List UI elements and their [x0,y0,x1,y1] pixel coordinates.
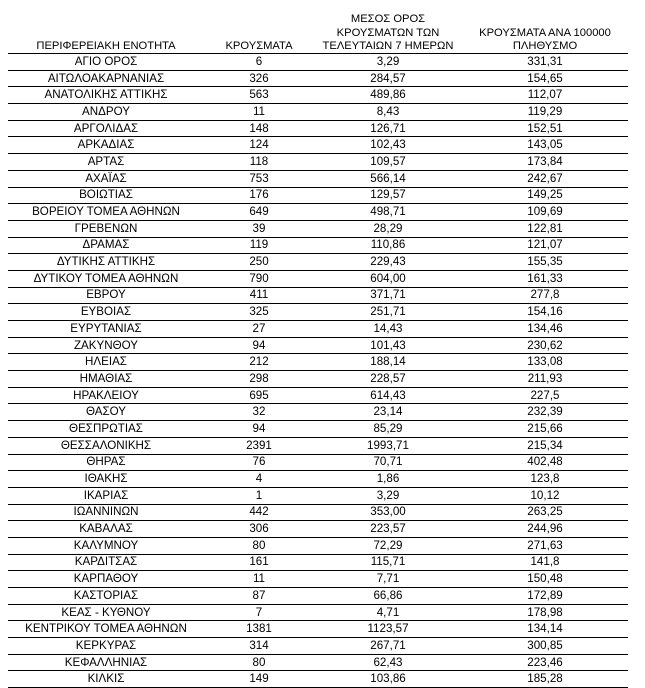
table-row [8,270,628,287]
cell-per100k: 109,69 [462,204,628,221]
table-row [8,237,628,254]
table-row [8,454,628,471]
header-cases [204,2,314,54]
cell-region: ΚΕΦΑΛΛΗΝΙΑΣ [8,654,204,671]
cell-avg7: 62,43 [314,654,462,671]
cell-cases: 149 [204,671,314,688]
cell-cases: 119 [204,237,314,254]
cell-avg7: 284,57 [314,70,462,87]
table-row [8,654,628,671]
header-per100k [462,2,628,54]
table-row [8,504,628,521]
cell-per100k: 134,14 [462,621,628,638]
cell-cases: 94 [204,421,314,438]
cell-cases: 212 [204,354,314,371]
table-row [8,571,628,588]
cell-per100k: 141,8 [462,554,628,571]
cell-avg7: 614,43 [314,387,462,404]
cell-avg7: 4,71 [314,604,462,621]
cell-avg7: 228,57 [314,371,462,388]
cell-per100k: 121,07 [462,237,628,254]
cell-avg7: 101,43 [314,337,462,354]
cell-cases: 6 [204,54,314,71]
cell-avg7: 23,14 [314,404,462,421]
cell-per100k: 155,35 [462,254,628,271]
table-row [8,187,628,204]
cell-avg7: 251,71 [314,304,462,321]
table-row [8,371,628,388]
cell-region: ΙΘΑΚΗΣ [8,471,204,488]
cell-per100k: 211,93 [462,371,628,388]
cell-avg7: 1,86 [314,471,462,488]
table-row [8,87,628,104]
cell-avg7: 3,29 [314,487,462,504]
table-row [8,671,628,688]
cell-avg7: 566,14 [314,170,462,187]
cell-cases: 790 [204,270,314,287]
table-row [8,554,628,571]
cell-cases: 753 [204,170,314,187]
cell-per100k: 149,25 [462,187,628,204]
cell-per100k: 154,16 [462,304,628,321]
cell-cases: 1381 [204,621,314,638]
cell-cases: 4 [204,471,314,488]
cell-cases: 148 [204,120,314,137]
table-row [8,404,628,421]
table-row [8,120,628,137]
cell-region: ΑΧΑΪΑΣ [8,170,204,187]
cell-per100k: 215,66 [462,421,628,438]
cell-region: ΑΙΤΩΛΟΑΚΑΡΝΑΝΙΑΣ [8,70,204,87]
cell-per100k: 152,51 [462,120,628,137]
cell-region: ΔΥΤΙΚΟΥ ΤΟΜΕΑ ΑΘΗΝΩΝ [8,270,204,287]
header-region [8,2,204,54]
cell-region: ΙΩΑΝΝΙΝΩΝ [8,504,204,521]
cell-per100k: 172,89 [462,588,628,605]
header-avg7 [314,2,462,54]
cell-cases: 80 [204,654,314,671]
cell-per100k: 223,46 [462,654,628,671]
cell-per100k: 300,85 [462,638,628,655]
cell-per100k: 143,05 [462,137,628,154]
cell-per100k: 178,98 [462,604,628,621]
table-row [8,354,628,371]
table-row [8,588,628,605]
cell-cases: 326 [204,70,314,87]
header-line: ΜΕΣΟΣ ΟΡΟΣ [350,13,426,26]
table-row [8,437,628,454]
cell-avg7: 3,29 [314,54,462,71]
cell-per100k: 232,39 [462,404,628,421]
cell-per100k: 161,33 [462,270,628,287]
cell-region: ΕΥΒΟΙΑΣ [8,304,204,321]
table-row [8,487,628,504]
cell-region: ΗΜΑΘΙΑΣ [8,371,204,388]
header-line: ΚΡΟΥΣΜΑΤΑ [225,39,293,52]
cell-cases: 2391 [204,437,314,454]
cell-region: ΗΡΑΚΛΕΙΟΥ [8,387,204,404]
table-row [8,471,628,488]
table-row [8,321,628,338]
cell-cases: 563 [204,87,314,104]
cell-cases: 314 [204,638,314,655]
cell-cases: 695 [204,387,314,404]
cell-avg7: 371,71 [314,287,462,304]
cell-cases: 411 [204,287,314,304]
cell-per100k: 173,84 [462,154,628,171]
cell-region: ΗΛΕΙΑΣ [8,354,204,371]
cell-cases: 32 [204,404,314,421]
cell-per100k: 134,46 [462,321,628,338]
cell-avg7: 1993,71 [314,437,462,454]
cell-avg7: 109,57 [314,154,462,171]
cell-cases: 11 [204,571,314,588]
table-row [8,638,628,655]
cell-cases: 1 [204,487,314,504]
cell-cases: 76 [204,454,314,471]
covid-cases-table [8,2,628,688]
cell-cases: 325 [204,304,314,321]
table-row [8,604,628,621]
cell-cases: 649 [204,204,314,221]
cell-avg7: 72,29 [314,537,462,554]
cell-per100k: 227,5 [462,387,628,404]
cell-region: ΘΑΣΟΥ [8,404,204,421]
cell-region: ΘΕΣΠΡΩΤΙΑΣ [8,421,204,438]
cell-avg7: 1123,57 [314,621,462,638]
cell-region: ΒΟΡΕΙΟΥ ΤΟΜΕΑ ΑΘΗΝΩΝ [8,204,204,221]
cell-per100k: 402,48 [462,454,628,471]
table-row [8,621,628,638]
table-row [8,387,628,404]
cell-cases: 27 [204,321,314,338]
cell-per100k: 133,08 [462,354,628,371]
cell-avg7: 353,00 [314,504,462,521]
header-line: ΤΕΛΕΥΤΑΙΩΝ 7 ΗΜΕΡΩΝ [322,39,454,52]
cell-avg7: 188,14 [314,354,462,371]
table-row [8,337,628,354]
table-row [8,521,628,538]
cell-cases: 250 [204,254,314,271]
cell-region: ΑΓΙΟ ΟΡΟΣ [8,54,204,71]
cell-region: ΒΟΙΩΤΙΑΣ [8,187,204,204]
cell-region: ΘΗΡΑΣ [8,454,204,471]
cell-region: ΚΙΛΚΙΣ [8,671,204,688]
cell-cases: 7 [204,604,314,621]
cell-region: ΚΑΛΥΜΝΟΥ [8,537,204,554]
cell-cases: 94 [204,337,314,354]
table-row [8,421,628,438]
cell-region: ΕΒΡΟΥ [8,287,204,304]
cell-region: ΖΑΚΥΝΘΟΥ [8,337,204,354]
table-row [8,154,628,171]
cell-region: ΓΡΕΒΕΝΩΝ [8,220,204,237]
cell-avg7: 85,29 [314,421,462,438]
cell-region: ΑΡΤΑΣ [8,154,204,171]
table-body [8,54,628,688]
cell-per100k: 119,29 [462,104,628,121]
cell-region: ΑΡΚΑΔΙΑΣ [8,137,204,154]
cell-per100k: 185,28 [462,671,628,688]
cell-avg7: 229,43 [314,254,462,271]
table-row [8,170,628,187]
cell-avg7: 103,86 [314,671,462,688]
table-row [8,254,628,271]
cell-avg7: 8,43 [314,104,462,121]
cell-avg7: 14,43 [314,321,462,338]
cell-per100k: 150,48 [462,571,628,588]
cell-per100k: 230,62 [462,337,628,354]
cell-per100k: 123,8 [462,471,628,488]
cell-region: ΕΥΡΥΤΑΝΙΑΣ [8,321,204,338]
cell-region: ΔΡΑΜΑΣ [8,237,204,254]
cell-per100k: 242,67 [462,170,628,187]
table-row [8,137,628,154]
cell-avg7: 70,71 [314,454,462,471]
table-row [8,54,628,71]
cell-cases: 87 [204,588,314,605]
cell-avg7: 223,57 [314,521,462,538]
cell-avg7: 604,00 [314,270,462,287]
header-line: ΚΡΟΥΣΜΑΤΩΝ ΤΩΝ [336,26,440,39]
cell-cases: 11 [204,104,314,121]
cell-region: ΑΡΓΟΛΙΔΑΣ [8,120,204,137]
cell-cases: 306 [204,521,314,538]
cell-region: ΚΑΣΤΟΡΙΑΣ [8,588,204,605]
cell-per100k: 277,8 [462,287,628,304]
cell-cases: 442 [204,504,314,521]
header-line: ΠΛΗΘΥΣΜΟ [512,39,578,52]
table-row [8,204,628,221]
cell-cases: 161 [204,554,314,571]
cell-avg7: 7,71 [314,571,462,588]
cell-region: ΘΕΣΣΑΛΟΝΙΚΗΣ [8,437,204,454]
cell-per100k: 10,12 [462,487,628,504]
cell-avg7: 489,86 [314,87,462,104]
cell-avg7: 267,71 [314,638,462,655]
cell-per100k: 122,81 [462,220,628,237]
cell-region: ΚΕΡΚΥΡΑΣ [8,638,204,655]
cell-region: ΚΑΡΠΑΘΟΥ [8,571,204,588]
cell-region: ΚΑΡΔΙΤΣΑΣ [8,554,204,571]
cell-region: ΑΝΑΤΟΛΙΚΗΣ ΑΤΤΙΚΗΣ [8,87,204,104]
header-row [8,2,628,54]
table-row [8,220,628,237]
cell-cases: 298 [204,371,314,388]
header-line: ΠΕΡΙΦΕΡΕΙΑΚΗ ΕΝΟΤΗΤΑ [36,39,176,52]
cell-per100k: 215,34 [462,437,628,454]
cell-avg7: 126,71 [314,120,462,137]
cell-cases: 39 [204,220,314,237]
cell-avg7: 498,71 [314,204,462,221]
cell-per100k: 154,65 [462,70,628,87]
cell-avg7: 115,71 [314,554,462,571]
cell-cases: 124 [204,137,314,154]
cell-region: ΑΝΔΡΟΥ [8,104,204,121]
cell-cases: 80 [204,537,314,554]
cell-region: ΙΚΑΡΙΑΣ [8,487,204,504]
header-line: ΚΡΟΥΣΜΑΤΑ ΑΝΑ 100000 [479,26,611,39]
cell-cases: 176 [204,187,314,204]
cell-avg7: 28,29 [314,220,462,237]
cell-per100k: 263,25 [462,504,628,521]
cell-region: ΚΑΒΑΛΑΣ [8,521,204,538]
cell-region: ΔΥΤΙΚΗΣ ΑΤΤΙΚΗΣ [8,254,204,271]
table-row [8,70,628,87]
cell-region: ΚΕΝΤΡΙΚΟΥ ΤΟΜΕΑ ΑΘΗΝΩΝ [8,621,204,638]
table-row [8,104,628,121]
cell-region: ΚΕΑΣ - ΚΥΘΝΟΥ [8,604,204,621]
cell-avg7: 102,43 [314,137,462,154]
table-row [8,304,628,321]
cell-per100k: 271,63 [462,537,628,554]
table-row [8,287,628,304]
cell-avg7: 110,86 [314,237,462,254]
cell-avg7: 66,86 [314,588,462,605]
cell-cases: 118 [204,154,314,171]
cell-avg7: 129,57 [314,187,462,204]
cell-per100k: 244,96 [462,521,628,538]
cell-per100k: 331,31 [462,54,628,71]
table-row [8,537,628,554]
cell-per100k: 112,07 [462,87,628,104]
